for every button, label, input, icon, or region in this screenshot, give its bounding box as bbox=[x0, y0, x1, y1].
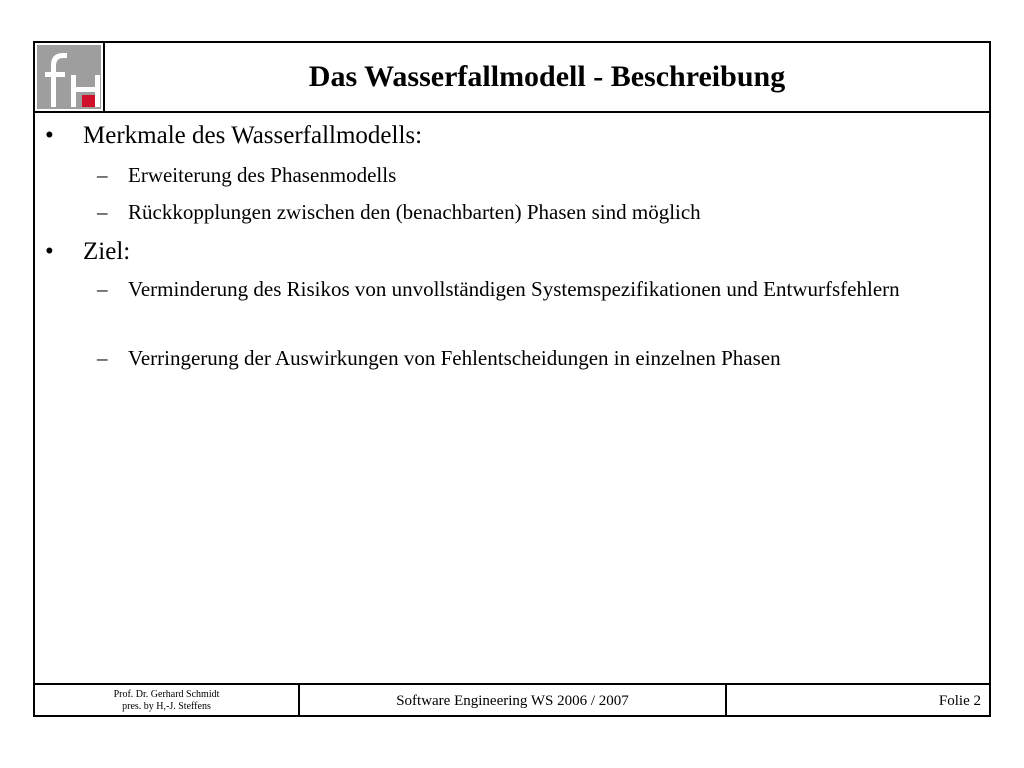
dash-marker: – bbox=[97, 277, 108, 301]
footer-page-number: Folie 2 bbox=[938, 692, 981, 709]
subbullet-text: Rückkopplungen zwischen den (benachbarten) Phasen sind möglich bbox=[128, 200, 701, 224]
subbullet-text: Verminderung des Risikos von unvollständigen Systemspezifikationen und Entwurfsfehlern bbox=[128, 277, 900, 301]
slide-frame bbox=[33, 41, 991, 717]
slide-body bbox=[35, 113, 989, 683]
footer-course: Software Engineering WS 2006 / 2007 bbox=[300, 685, 727, 717]
author-line-1: Prof. Dr. Gerhard Schmidt bbox=[113, 688, 220, 700]
dash-marker: – bbox=[97, 163, 108, 187]
subbullet-text: Erweiterung des Phasenmodells bbox=[128, 163, 397, 187]
dash-marker: – bbox=[97, 200, 108, 224]
fh-logo bbox=[37, 45, 101, 109]
slide-footer bbox=[35, 683, 989, 717]
slide-header bbox=[35, 43, 989, 113]
slide-title: Das Wasserfallmodell - Beschreibung bbox=[308, 60, 786, 93]
bullet-text: Merkmale des Wasserfallmodells: bbox=[83, 122, 423, 149]
bullet-marker: • bbox=[45, 238, 54, 265]
bullet-text: Ziel: bbox=[83, 238, 131, 265]
footer-author bbox=[35, 685, 300, 717]
author-line-2: pres. by H,-J. Steffens bbox=[122, 701, 211, 712]
bullet-marker: • bbox=[45, 122, 54, 149]
dash-marker: – bbox=[97, 346, 108, 370]
subbullet-text: Verringerung der Auswirkungen von Fehlentscheidungen in einzelnen Phasen bbox=[128, 346, 781, 370]
logo-cell bbox=[35, 43, 105, 111]
fh-logo-graphic bbox=[37, 45, 101, 109]
